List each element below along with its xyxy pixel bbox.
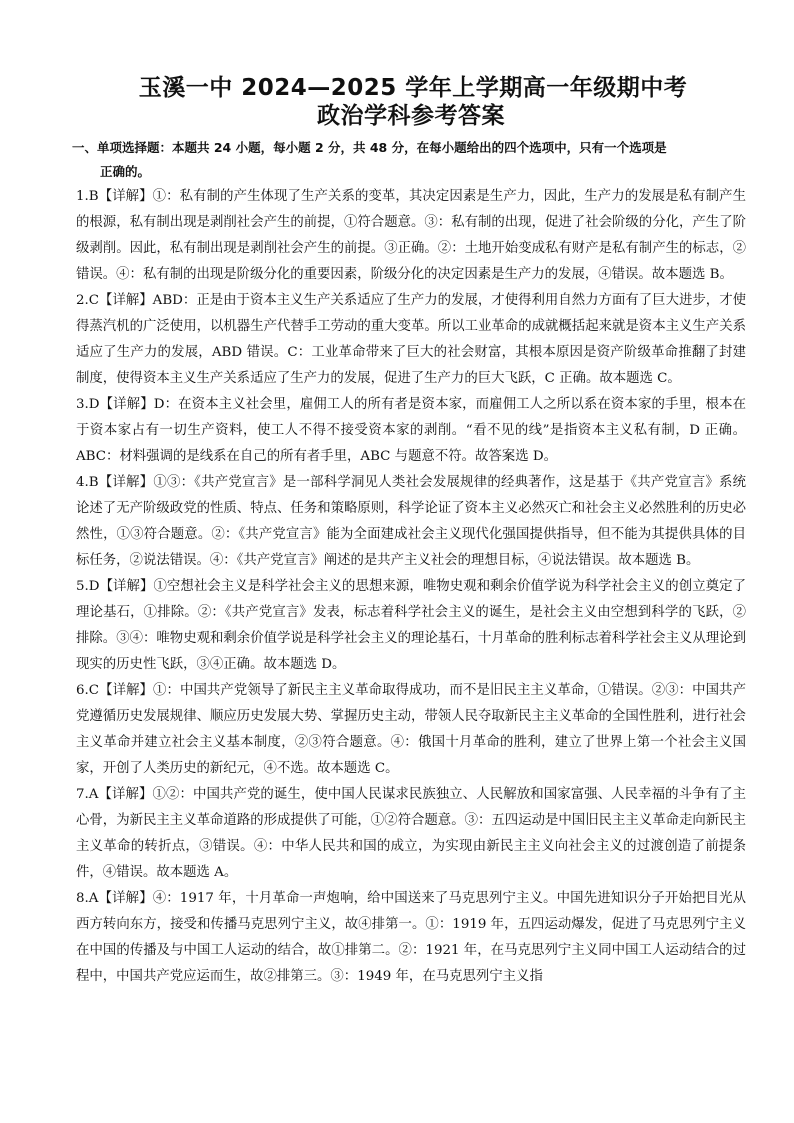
answer-item-1: 1.B【详解】①：私有制的产生体现了生产关系的变革，其决定因素是生产力，因此，生产力的发展是私有制产生的根源，私有制出现是剥削社会产生的前提，①符合题意。③：私有制的出现，促进了社会阶级的分化，产生了阶级剥削。因此，私有制出现是剥削社会产生的前提。③正确。②：土地开始变成私有财产是私有制产生的标志，②错误。④：私有制的出现是阶级分化的重要因素，阶级分化的决定因素是生产力的发展，④错误。故本题选 B。 bbox=[76, 189, 746, 282]
answer-item-2: 2.C【详解】ABD：正是由于资本主义生产关系适应了生产力的发展，才使得利用自然力方面有了巨大进步，才使得蒸汽机的广泛使用，以机器生产代替手工劳动的重大变革。所以工业革命的成就概括起来就是资本主义生产关系适应了生产力的发展，ABD 错误。C：工业革命带来了巨大的社会财富，其根本原因是资产阶级革命推翻了封建制度，使得资本主义生产关系适应了生产力的发展，促进了生产力的巨大飞跃，C 正确。故本题选 C。 bbox=[76, 293, 746, 386]
document-title-line1: 玉溪一中 2024—2025 学年上学期高一年级期中考 bbox=[138, 75, 688, 101]
answer-item-8: 8.A【详解】④：1917 年，十月革命一声炮响，给中国送来了马克思列宁主义。中国先进知识分子开始把目光从西方转向东方，接受和传播马克思列宁主义，故④排第一。①：1919 年，五四运动爆发，促进了马克思列宁主义在中国的传播及与中国工人运动的结合，故①排第二。②：1921 年，在马克思列宁主义同中国工人运动结合的过程中，中国共产党应运而生，故②排第三。③：1949 年，在马克思列宁主义指 bbox=[76, 891, 746, 984]
section-heading-line2: 正确的。 bbox=[100, 164, 151, 179]
section-heading bbox=[72, 136, 746, 184]
answer-item-4: 4.B【详解】①③：《共产党宣言》是一部科学洞见人类社会发展规律的经典著作，这是基于《共产党宣言》系统论述了无产阶级政党的性质、特点、任务和策略原则，科学论证了资本主义必然灭亡和社会主义必然胜利的历史必然性，①③符合题意。②：《共产党宣言》能为全面建成社会主义现代化强国提供指导，但不能为其提供具体的目标任务，②说法错误。④：《共产党宣言》阐述的是共产主义社会的理想目标，④说法错误。故本题选 B。 bbox=[76, 475, 746, 568]
answer-item-6: 6.C【详解】①：中国共产党领导了新民主主义革命取得成功，而不是旧民主主义革命，①错误。②③：中国共产党遵循历史发展规律、顺应历史发展大势、掌握历史主动，带领人民夺取新民主主义革命的全国性胜利，进行社会主义革命并建立社会主义基本制度，②③符合题意。④：俄国十月革命的胜利，建立了世界上第一个社会主义国家，开创了人类历史的新纪元，④不选。故本题选 C。 bbox=[76, 683, 746, 776]
document-title-line2: 政治学科参考答案 bbox=[317, 103, 505, 129]
section-heading-line1: 一、单项选择题：本题共 24 小题，每小题 2 分，共 48 分，在每小题给出的四个选项中，只有一个选项是 bbox=[72, 140, 667, 155]
answer-item-5: 5.D【详解】①空想社会主义是科学社会主义的思想来源，唯物史观和剩余价值学说为科学社会主义的创立奠定了理论基石，①排除。②：《共产党宣言》发表，标志着科学社会主义的诞生，是社会主义由空想到科学的飞跃，②排除。③④：唯物史观和剩余价值学说是科学社会主义的理论基石，十月革命的胜利标志着科学社会主义从理论到现实的历史性飞跃，③④正确。故本题选 D。 bbox=[76, 579, 746, 672]
answer-item-7: 7.A【详解】①②：中国共产党的诞生，使中国人民谋求民族独立、人民解放和国家富强、人民幸福的斗争有了主心骨，为新民主主义革命道路的形成提供了可能，①②符合题意。③：五四运动是中国旧民主主义革命走向新民主主义革命的转折点，③错误。④：中华人民共和国的成立，为实现由新民主主义向社会主义的过渡创造了前提条件，④错误。故本题选 A。 bbox=[76, 787, 746, 880]
answer-item-3: 3.D【详解】D：在资本主义社会里，雇佣工人的所有者是资本家，而雇佣工人之所以系在资本家的手里，根本在于资本家占有一切生产资料，使工人不得不接受资本家的剥削。“看不见的线”是指资本主义私有制，D 正确。ABC：材料强调的是线系在自己的所有者手里，ABC 与题意不符。故答案选 D。 bbox=[76, 397, 746, 464]
